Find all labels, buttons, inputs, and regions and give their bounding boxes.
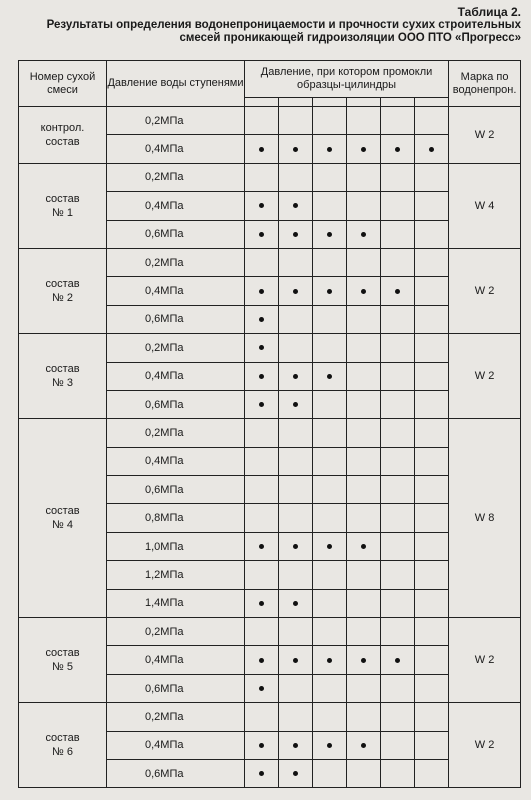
cylinder-cell [381,107,415,135]
leak-marker-dot [293,289,298,294]
cylinder-cell [313,334,347,362]
cylinder-cell [347,362,381,390]
cylinder-cell [415,504,449,532]
grade-cell: W 2 [449,248,521,333]
results-table [18,60,521,788]
pressure-step-cell: 0,6МПа [107,390,245,418]
table-header [19,61,521,107]
cylinder-cell [347,163,381,191]
cylinder-cell [279,107,313,135]
table-number: Таблица 2. [457,5,521,19]
sample-name-cell [19,163,107,248]
cylinder-col-2 [279,98,313,107]
leak-marker-dot [259,147,264,152]
cylinder-cell [313,277,347,305]
leak-marker-dot [395,147,400,152]
cylinder-cell [381,674,415,702]
cylinder-cell [347,447,381,475]
leak-marker-dot [259,232,264,237]
pressure-step-cell: 1,0МПа [107,532,245,560]
table-row [19,703,521,731]
cylinder-cell [245,305,279,333]
cylinder-cell [415,390,449,418]
leak-marker-dot [259,658,264,663]
cylinder-cell [381,135,415,163]
leak-marker-dot [259,289,264,294]
cylinder-cell [347,674,381,702]
cylinder-cell [381,220,415,248]
cylinder-cell [415,192,449,220]
cylinder-cell [279,277,313,305]
leak-marker-dot [327,232,332,237]
cylinder-cell [279,674,313,702]
pressure-step-cell: 0,6МПа [107,759,245,787]
cylinder-cell [279,334,313,362]
leak-marker-dot [259,601,264,606]
leak-marker-dot [293,232,298,237]
cylinder-cell [313,532,347,560]
leak-marker-dot [361,658,366,663]
pressure-step-cell: 0,4МПа [107,646,245,674]
table-row [19,618,521,646]
leak-marker-dot [259,374,264,379]
cylinder-cell [313,561,347,589]
pressure-step-cell: 0,2МПа [107,618,245,646]
cylinder-cell [347,248,381,276]
sample-name-cell [19,334,107,419]
cylinder-cell [347,646,381,674]
cylinder-cell [381,759,415,787]
cylinder-cell [279,419,313,447]
cylinder-cell [415,220,449,248]
cylinder-cell [347,192,381,220]
cylinder-cell [381,561,415,589]
leak-marker-dot [293,771,298,776]
cylinder-cell [245,107,279,135]
pressure-step-cell: 0,4МПа [107,731,245,759]
cylinder-cell [381,390,415,418]
sample-name-line-1: состав [45,732,80,745]
pressure-step-cell: 1,2МПа [107,561,245,589]
sample-name-line-1: состав [45,505,80,518]
leak-marker-dot [327,374,332,379]
pressure-step-cell: 0,6МПа [107,220,245,248]
cylinder-cell [245,476,279,504]
leak-marker-dot [361,147,366,152]
sample-name-line-1: состав [45,363,80,376]
cylinder-cell [415,107,449,135]
cylinder-cell [415,703,449,731]
cylinder-cell [279,135,313,163]
grade-cell: W 2 [449,618,521,703]
leak-marker-dot [259,771,264,776]
sample-name-cell [19,107,107,164]
cylinder-cell [279,703,313,731]
leak-marker-dot [327,147,332,152]
cylinder-cell [415,646,449,674]
cylinder-cell [313,646,347,674]
cylinder-cell [381,589,415,617]
cylinder-cell [347,419,381,447]
cylinder-cell [245,390,279,418]
cylinder-cell [245,674,279,702]
cylinder-cell [245,532,279,560]
cylinder-cell [245,163,279,191]
cylinder-cell [381,447,415,475]
cylinder-cell [415,532,449,560]
cylinder-cell [381,305,415,333]
cylinder-cell [415,135,449,163]
sample-name-line-2: № 3 [52,377,73,390]
sample-name-line-2: № 2 [52,292,73,305]
cylinder-cell [279,305,313,333]
cylinder-cell [381,731,415,759]
pressure-step-cell: 1,4МПа [107,589,245,617]
pressure-step-cell: 0,6МПа [107,305,245,333]
cylinder-col-6 [415,98,449,107]
cylinder-cell [381,334,415,362]
cylinder-cell [279,646,313,674]
cylinder-cell [381,476,415,504]
cylinder-cell [245,646,279,674]
table-row [19,334,521,362]
leak-marker-dot [293,743,298,748]
cylinder-cell [347,220,381,248]
grade-cell: W 8 [449,419,521,618]
pressure-step-cell: 0,2МПа [107,419,245,447]
cylinder-cell [347,618,381,646]
sample-name-line-2: № 1 [52,206,73,219]
pressure-step-cell: 0,2МПа [107,163,245,191]
cylinder-cell [415,589,449,617]
cylinder-cell [347,731,381,759]
pressure-step-cell: 0,6МПа [107,476,245,504]
leak-marker-dot [395,289,400,294]
cylinder-cell [415,618,449,646]
grade-cell: W 4 [449,163,521,248]
cylinder-cell [415,163,449,191]
cylinder-cell [313,759,347,787]
cylinder-cell [245,447,279,475]
leak-marker-dot [361,289,366,294]
cylinder-cell [347,561,381,589]
cylinder-cell [347,135,381,163]
leak-marker-dot [361,544,366,549]
leak-marker-dot [293,374,298,379]
leak-marker-dot [327,658,332,663]
cylinder-cell [313,731,347,759]
sample-name-line-1: состав [45,647,80,660]
leak-marker-dot [293,658,298,663]
cylinder-cell [415,759,449,787]
cylinder-cell [381,532,415,560]
cylinder-cell [279,362,313,390]
cylinder-cell [245,334,279,362]
cylinder-cell [279,532,313,560]
pressure-step-cell: 0,8МПа [107,504,245,532]
cylinder-cell [347,390,381,418]
cylinder-cell [313,419,347,447]
pressure-step-cell: 0,2МПа [107,107,245,135]
grade-cell: W 2 [449,334,521,419]
leak-marker-dot [293,203,298,208]
cylinder-cell [245,248,279,276]
cylinder-cell [415,419,449,447]
sample-name-line-2: № 6 [52,746,73,759]
cylinder-cell [313,476,347,504]
cylinder-cell [279,220,313,248]
cylinder-cell [381,163,415,191]
pressure-step-cell: 0,4МПа [107,277,245,305]
cylinder-cell [313,220,347,248]
cylinder-cell [381,277,415,305]
table-row [19,419,521,447]
cylinder-cell [415,731,449,759]
cylinder-cell [245,618,279,646]
pressure-step-cell: 0,4МПа [107,135,245,163]
cylinder-cell [245,277,279,305]
pressure-step-cell: 0,2МПа [107,334,245,362]
cylinder-cell [415,561,449,589]
sample-name-line-2: состав [45,135,80,148]
cylinder-cell [279,589,313,617]
cylinder-cell [415,334,449,362]
leak-marker-dot [293,544,298,549]
cylinder-cell [313,107,347,135]
cylinder-cell [313,674,347,702]
cylinder-col-3 [313,98,347,107]
cylinder-col-1 [245,98,279,107]
table-body [19,107,521,788]
header-sample: Номер сухой смеси [19,61,107,107]
cylinder-cell [347,759,381,787]
leak-marker-dot [395,658,400,663]
cylinder-cell [347,589,381,617]
cylinder-cell [279,731,313,759]
sample-name-cell [19,703,107,788]
cylinder-cell [381,419,415,447]
table-caption [47,6,521,45]
cylinder-cell [245,504,279,532]
sample-name-line-1: состав [45,278,80,291]
cylinder-cell [313,390,347,418]
grade-cell: W 2 [449,107,521,164]
pressure-step-cell: 0,6МПа [107,674,245,702]
pressure-step-cell: 0,4МПа [107,362,245,390]
leak-marker-dot [259,402,264,407]
leak-marker-dot [361,743,366,748]
cylinder-cell [245,220,279,248]
cylinder-cell [245,192,279,220]
cylinder-cell [313,362,347,390]
cylinder-cell [279,192,313,220]
header-grade: Марка по водонепрон. [449,61,521,107]
table-row [19,107,521,135]
cylinder-cell [245,561,279,589]
leak-marker-dot [327,743,332,748]
cylinder-cell [245,419,279,447]
cylinder-cell [415,248,449,276]
cylinder-cell [245,731,279,759]
cylinder-cell [279,163,313,191]
cylinder-cell [313,447,347,475]
cylinder-cell [313,703,347,731]
cylinder-cell [245,362,279,390]
leak-marker-dot [259,686,264,691]
cylinder-cell [381,248,415,276]
leak-marker-dot [293,402,298,407]
sample-name-line-1: состав [45,192,80,205]
pressure-step-cell: 0,4МПа [107,447,245,475]
cylinder-cell [381,703,415,731]
cylinder-cell [415,362,449,390]
cylinder-cell [415,305,449,333]
cylinder-cell [313,305,347,333]
cylinder-cell [313,504,347,532]
leak-marker-dot [259,345,264,350]
cylinder-col-4 [347,98,381,107]
leak-marker-dot [327,289,332,294]
cylinder-cell [245,703,279,731]
leak-marker-dot [259,544,264,549]
cylinder-cell [313,163,347,191]
cylinder-cell [313,192,347,220]
cylinder-cell [381,192,415,220]
cylinder-cell [347,504,381,532]
cylinder-cell [279,390,313,418]
cylinder-cell [415,476,449,504]
cylinder-cell [347,476,381,504]
sample-name-line-1: контрол. [40,121,85,134]
leak-marker-dot [429,147,434,152]
cylinder-cell [415,447,449,475]
cylinder-cell [313,589,347,617]
cylinder-cell [347,703,381,731]
leak-marker-dot [293,147,298,152]
table-row [19,163,521,191]
pressure-step-cell: 0,4МПа [107,192,245,220]
leak-marker-dot [327,544,332,549]
header-leak-pressure: Давление, при котором промокли образцы-цилиндры [245,61,449,98]
cylinder-cell [313,618,347,646]
cylinder-cell [381,504,415,532]
cylinder-cell [381,646,415,674]
cylinder-cell [245,135,279,163]
leak-marker-dot [259,203,264,208]
leak-marker-dot [259,743,264,748]
cylinder-cell [279,248,313,276]
cylinder-cell [347,305,381,333]
cylinder-cell [381,618,415,646]
caption-line-2: смесей проникающей гидроизоляции ООО ПТО «Прогресс» [179,32,521,44]
leak-marker-dot [293,601,298,606]
table-row [19,248,521,276]
cylinder-cell [313,135,347,163]
cylinder-cell [381,362,415,390]
sample-name-line-2: № 4 [52,519,73,532]
pressure-step-cell: 0,2МПа [107,248,245,276]
cylinder-cell [347,277,381,305]
sample-name-cell [19,419,107,618]
cylinder-cell [347,107,381,135]
cylinder-cell [347,532,381,560]
leak-marker-dot [259,317,264,322]
cylinder-cell [415,277,449,305]
cylinder-cell [279,618,313,646]
caption-line-1: Результаты определения водонепроницаемости и прочности сухих строительных [46,19,521,31]
grade-cell: W 2 [449,703,521,788]
cylinder-cell [279,759,313,787]
cylinder-cell [313,248,347,276]
cylinder-cell [415,674,449,702]
cylinder-cell [245,589,279,617]
cylinder-cell [279,476,313,504]
leak-marker-dot [361,232,366,237]
header-pressure: Давление воды ступенями [107,61,245,107]
pressure-step-cell: 0,2МПа [107,703,245,731]
sample-name-cell [19,248,107,333]
cylinder-cell [279,447,313,475]
cylinder-cell [279,504,313,532]
cylinder-col-5 [381,98,415,107]
sample-name-line-2: № 5 [52,661,73,674]
cylinder-cell [279,561,313,589]
cylinder-cell [347,334,381,362]
sample-name-cell [19,618,107,703]
cylinder-cell [245,759,279,787]
